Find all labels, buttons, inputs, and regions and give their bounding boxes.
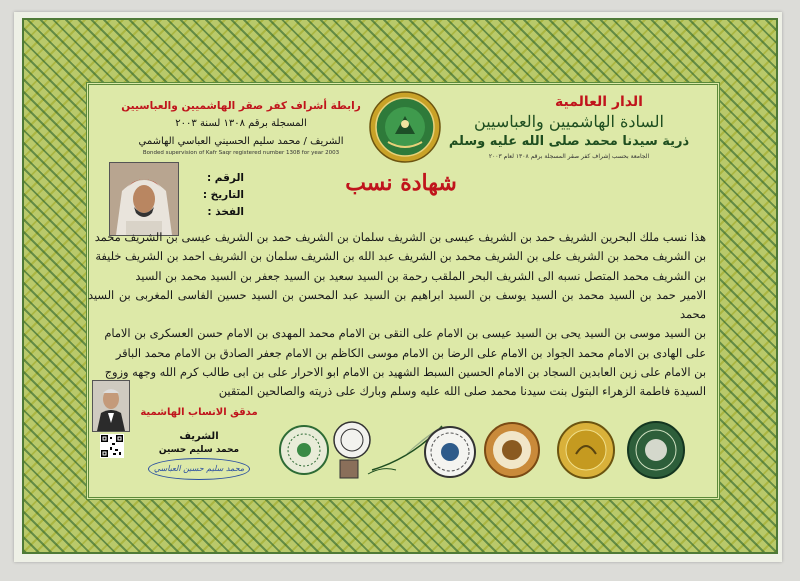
right-organization-header <box>444 94 694 160</box>
seal-icon <box>425 427 475 477</box>
verifier-photo <box>92 380 130 432</box>
clan-label: الفخذ : <box>207 206 244 218</box>
organization-tagline: ذرية سيدنا محمد صلى الله عليه وسلم <box>448 134 690 149</box>
portrait-image <box>110 163 178 235</box>
date-label: التاريخ : <box>202 189 244 201</box>
verifier-honorific: الشريف <box>179 431 219 442</box>
league-name: رابطة أشراف كفر صقر الهاشميين والعباسيين <box>121 100 361 112</box>
lineage-line: السيدة فاطمة الزهراء البتول بنت سيدنا محمد صلى الله عليه وسلم وبارك على ذريته والصالحين المتقين <box>218 384 706 399</box>
emblem-seal-icon <box>368 90 442 164</box>
league-chairman: الشريف / محمد سليم الحسيني العباسي الهاشمي <box>138 136 344 147</box>
central-emblem <box>368 90 442 164</box>
seal-icon <box>485 423 539 477</box>
lineage-line: على الهادى بن الامام محمد الجواد بن الامام على الرضا بن الامام موسى الكاظم بن الامام جعفر الصادق بن الامام محمد الباقر <box>115 345 706 360</box>
verifier-signature-stamp <box>148 458 250 480</box>
lineage-line: بن السيد موسى بن السيد يحى بن السيد عيسى بن الامام على النقى بن الامام محمد المهدى بن الامام حسن العسكرى بن الامام <box>104 326 706 341</box>
king-portrait <box>109 162 179 236</box>
league-registration: المسجلة برقم ١٣٠٨ لسنة ٢٠٠٣ <box>175 118 307 129</box>
verifier-signature: محمد سليم حسين العباسي <box>153 464 245 473</box>
number-label: الرقم : <box>206 172 244 184</box>
verifier-portrait-image <box>93 381 129 431</box>
lineage-line: بن الامام على زين العابدين السجاد بن الامام الحسين السبط الشهيد بن الامام ابو الاحرار على بن ابى طالب كرم الله وجهه وزوج <box>104 365 706 380</box>
lineage-line: هذا نسب ملك البحرين الشريف حمد بن الشريف عيسى بن الشريف سلمان بن الشريف حمد بن الشريف عيسى بن الشريف محمد <box>94 230 706 244</box>
left-organization-header <box>116 100 366 156</box>
seal-icon <box>628 422 684 478</box>
qr-code <box>100 434 124 458</box>
english-registration-note: Bonded supervision of Kafr Saqr registered number 1308 for year 2003 <box>142 150 340 156</box>
registration-note: الجامعة بحسب إشراف كفر صقر المسجلة برقم ١٣٠٨ لعام ٢٠٠٣ <box>488 153 650 160</box>
seal-icon <box>558 422 614 478</box>
seal-icon <box>334 422 370 478</box>
qr-code-icon <box>100 434 124 458</box>
lineage-text <box>88 228 706 402</box>
verifier-block <box>134 407 264 455</box>
lineage-line: بن الشريف محمد بن الشريف على بن الشريف محمد بن الشريف عبد الله بن الشريف سلمان بن الشريف احمد بن الشريف خليفة <box>95 249 706 264</box>
certificate-title: شهادة نسب <box>345 170 457 196</box>
verifier-title: مدقق الانساب الهاشمية <box>140 407 258 418</box>
verifier-name: محمد سليم حسين <box>158 445 240 455</box>
certificate-fields <box>188 170 244 221</box>
lineage-line: بن الشريف محمد المتصل نسبه الى الشريف البحر الملقب رحمة بن السيد سعيد بن السيد جعفر بن السيد محمد بن السيد <box>135 268 706 283</box>
organization-name-red: الدار العالمية <box>555 94 643 110</box>
lineage-line: الامير حمد بن السيد محمد بن السيد يوسف بن السيد ابراهيم بن السيد عبد المحسن بن السيد حسين الفاسى المغربى بن السيد محمد <box>88 287 706 322</box>
seals-row <box>272 418 692 482</box>
seal-icon <box>280 426 328 474</box>
organization-subtitle: السادة الهاشميين والعباسيين <box>474 112 664 131</box>
